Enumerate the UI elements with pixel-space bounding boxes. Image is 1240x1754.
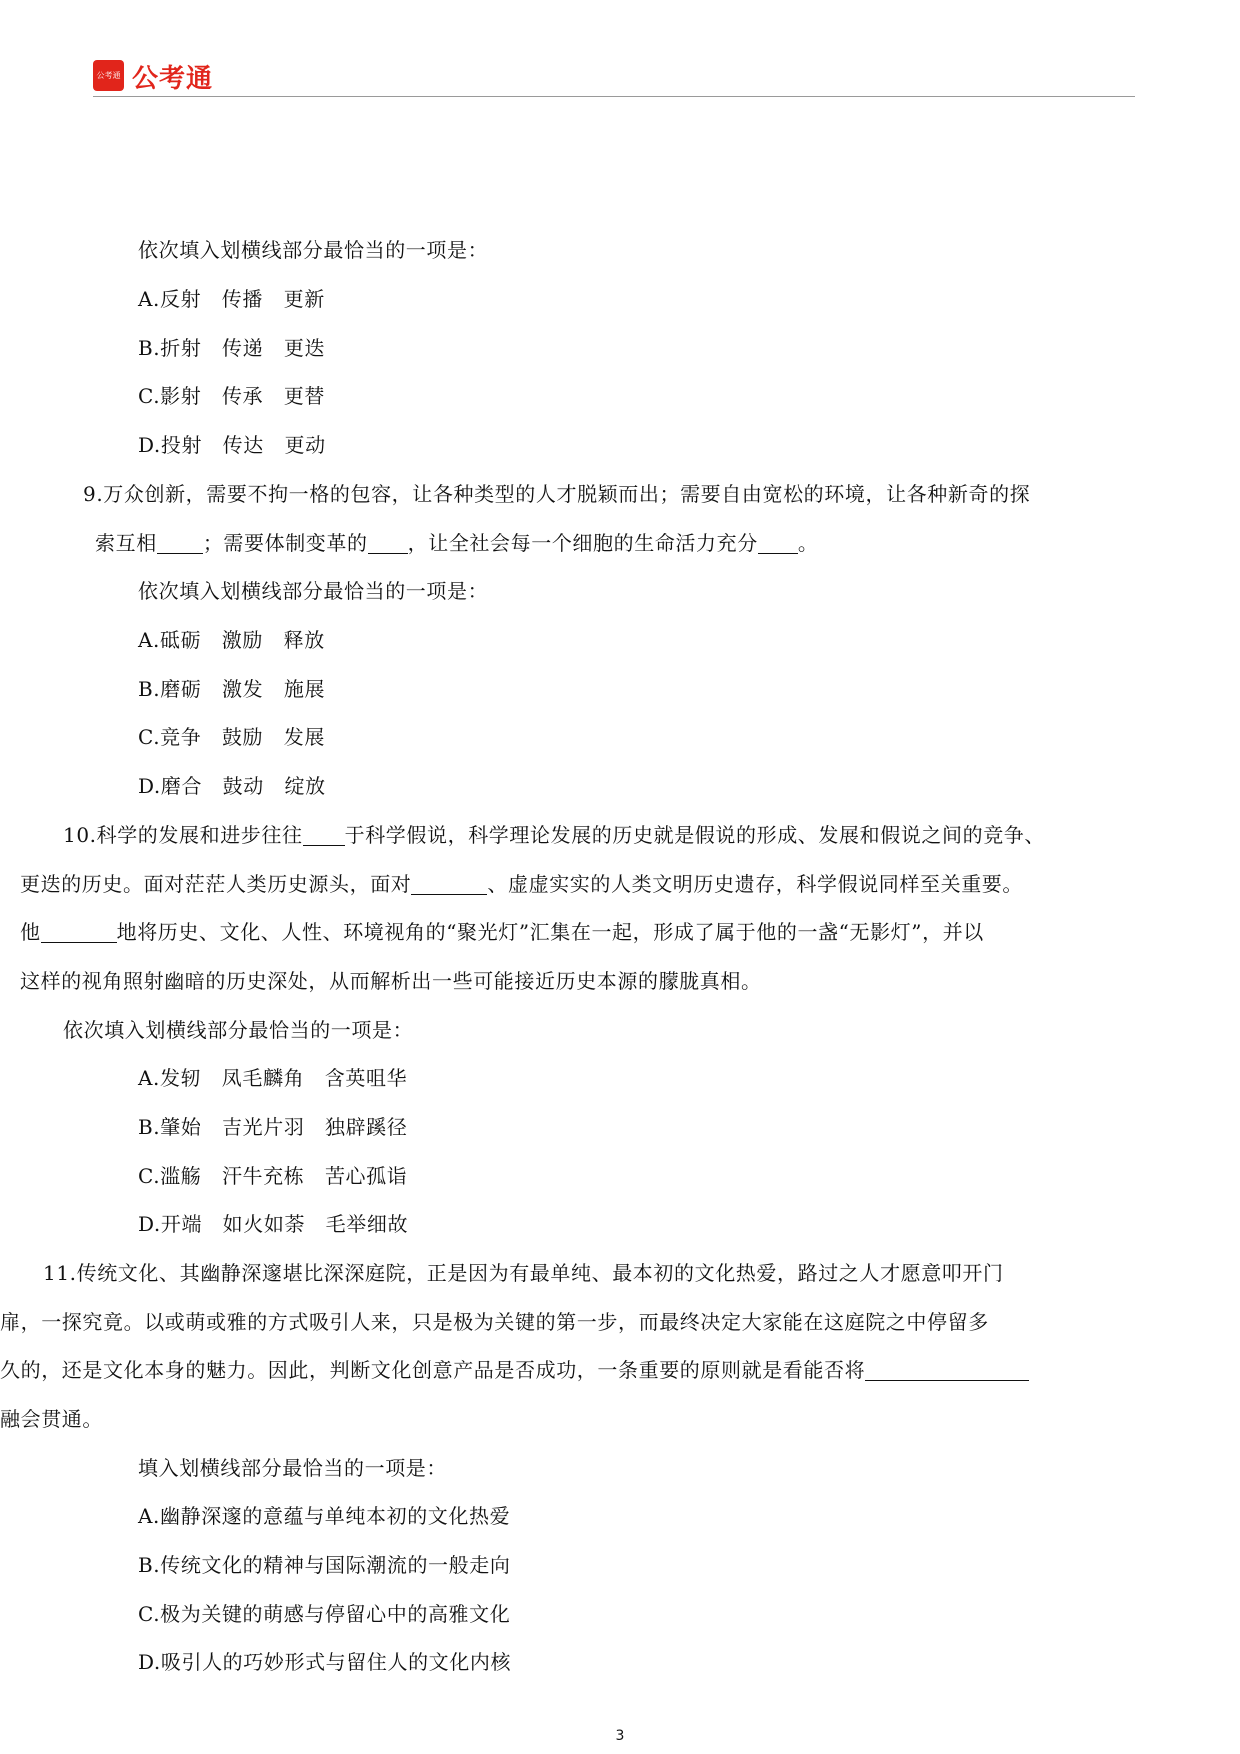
q11-option-c: C.极为关键的萌感与停留心中的高雅文化 (138, 1602, 511, 1626)
blank-line (303, 825, 345, 846)
q8-option-c: C.影射 传承 更替 (138, 384, 325, 408)
q10-option-d: D.开端 如火如荼 毛举细故 (138, 1212, 409, 1236)
page-number: 3 (615, 1728, 625, 1744)
q11-stem-line-2: 扉，一探究竟。以或萌或雅的方式吸引人来，只是极为关键的第一步，而最终决定大家能在这庭院之中停留多 (0, 1310, 989, 1334)
q10-stem-line-2: 更迭的历史。面对茫茫人类历史源头，面对 、虚虚实实的人类文明历史遗存，科学假说同样至关重要。 (20, 872, 1024, 896)
q8-option-d: D.投射 传达 更动 (138, 433, 326, 457)
q10-stem-line-4: 这样的视角照射幽暗的历史深处，从而解析出一些可能接近历史本源的朦胧真相。 (20, 969, 762, 993)
logo-text: 公考通 (132, 64, 214, 94)
q11-stem-line-3: 久的，还是文化本身的魅力。因此，判断文化创意产品是否成功，一条重要的原则就是看能否将 (0, 1356, 1029, 1384)
blank-line (865, 1360, 1029, 1381)
q11-option-a: A.幽静深邃的意蕴与单纯本初的文化热爱 (138, 1504, 511, 1528)
q8-option-b: B.折射 传递 更迭 (138, 336, 326, 360)
q11-prompt: 填入划横线部分最恰当的一项是： (138, 1456, 447, 1480)
q9-prompt: 依次填入划横线部分最恰当的一项是： (138, 579, 489, 603)
q11-option-d: D.吸引人的巧妙形式与留住人的文化内核 (138, 1650, 512, 1674)
q9-stem-line-1: 9.万众创新，需要不拘一格的包容，让各种类型的人才脱颖而出；需要自由宽松的环境，让各种新奇的探 (83, 482, 1031, 506)
q10-option-c: C.滥觞 汗牛充栋 苦心孤诣 (138, 1164, 408, 1188)
logo-badge: 公考通 (93, 60, 124, 91)
q8-prompt: 依次填入划横线部分最恰当的一项是： (138, 238, 489, 262)
q11-option-b: B.传统文化的精神与国际潮流的一般走向 (138, 1553, 511, 1577)
q10-stem-line-3: 他 地将历史、文化、人性、环境视角的“聚光灯”汇集在一起，形成了属于他的一盏“无影灯”，并以 (20, 920, 984, 944)
q9-option-a: A.砥砺 激励 释放 (138, 628, 325, 652)
q9-stem-line-2: 索互相 ；需要体制变革的 ，让全社会每一个细胞的生命活力充分 。 (95, 531, 819, 555)
q9-option-c: C.竞争 鼓励 发展 (138, 725, 325, 749)
q10-option-b: B.肇始 吉光片羽 独辟蹊径 (138, 1115, 408, 1139)
q10-option-a: A.发轫 凤毛麟角 含英咀华 (138, 1066, 408, 1090)
q8-option-a: A.反射 传播 更新 (138, 287, 325, 311)
q10-stem-line-1: 10.科学的发展和进步往往 于科学假说，科学理论发展的历史就是假说的形成、发展和假说之间的竞争、 (63, 823, 1046, 847)
blank-line (411, 874, 487, 895)
q9-option-d: D.磨合 鼓动 绽放 (138, 774, 326, 798)
q11-stem-line-1: 11.传统文化、其幽静深邃堪比深深庭院，正是因为有最单纯、最本初的文化热爱，路过之人才愿意叩开门 (43, 1261, 1004, 1285)
blank-line (368, 533, 408, 554)
blank-line (157, 533, 203, 554)
q11-stem-line-4: 融会贯通。 (0, 1407, 103, 1431)
q9-option-b: B.磨砺 激发 施展 (138, 677, 326, 701)
q10-prompt: 依次填入划横线部分最恰当的一项是： (63, 1018, 414, 1042)
blank-line (41, 922, 117, 943)
blank-line (758, 533, 798, 554)
